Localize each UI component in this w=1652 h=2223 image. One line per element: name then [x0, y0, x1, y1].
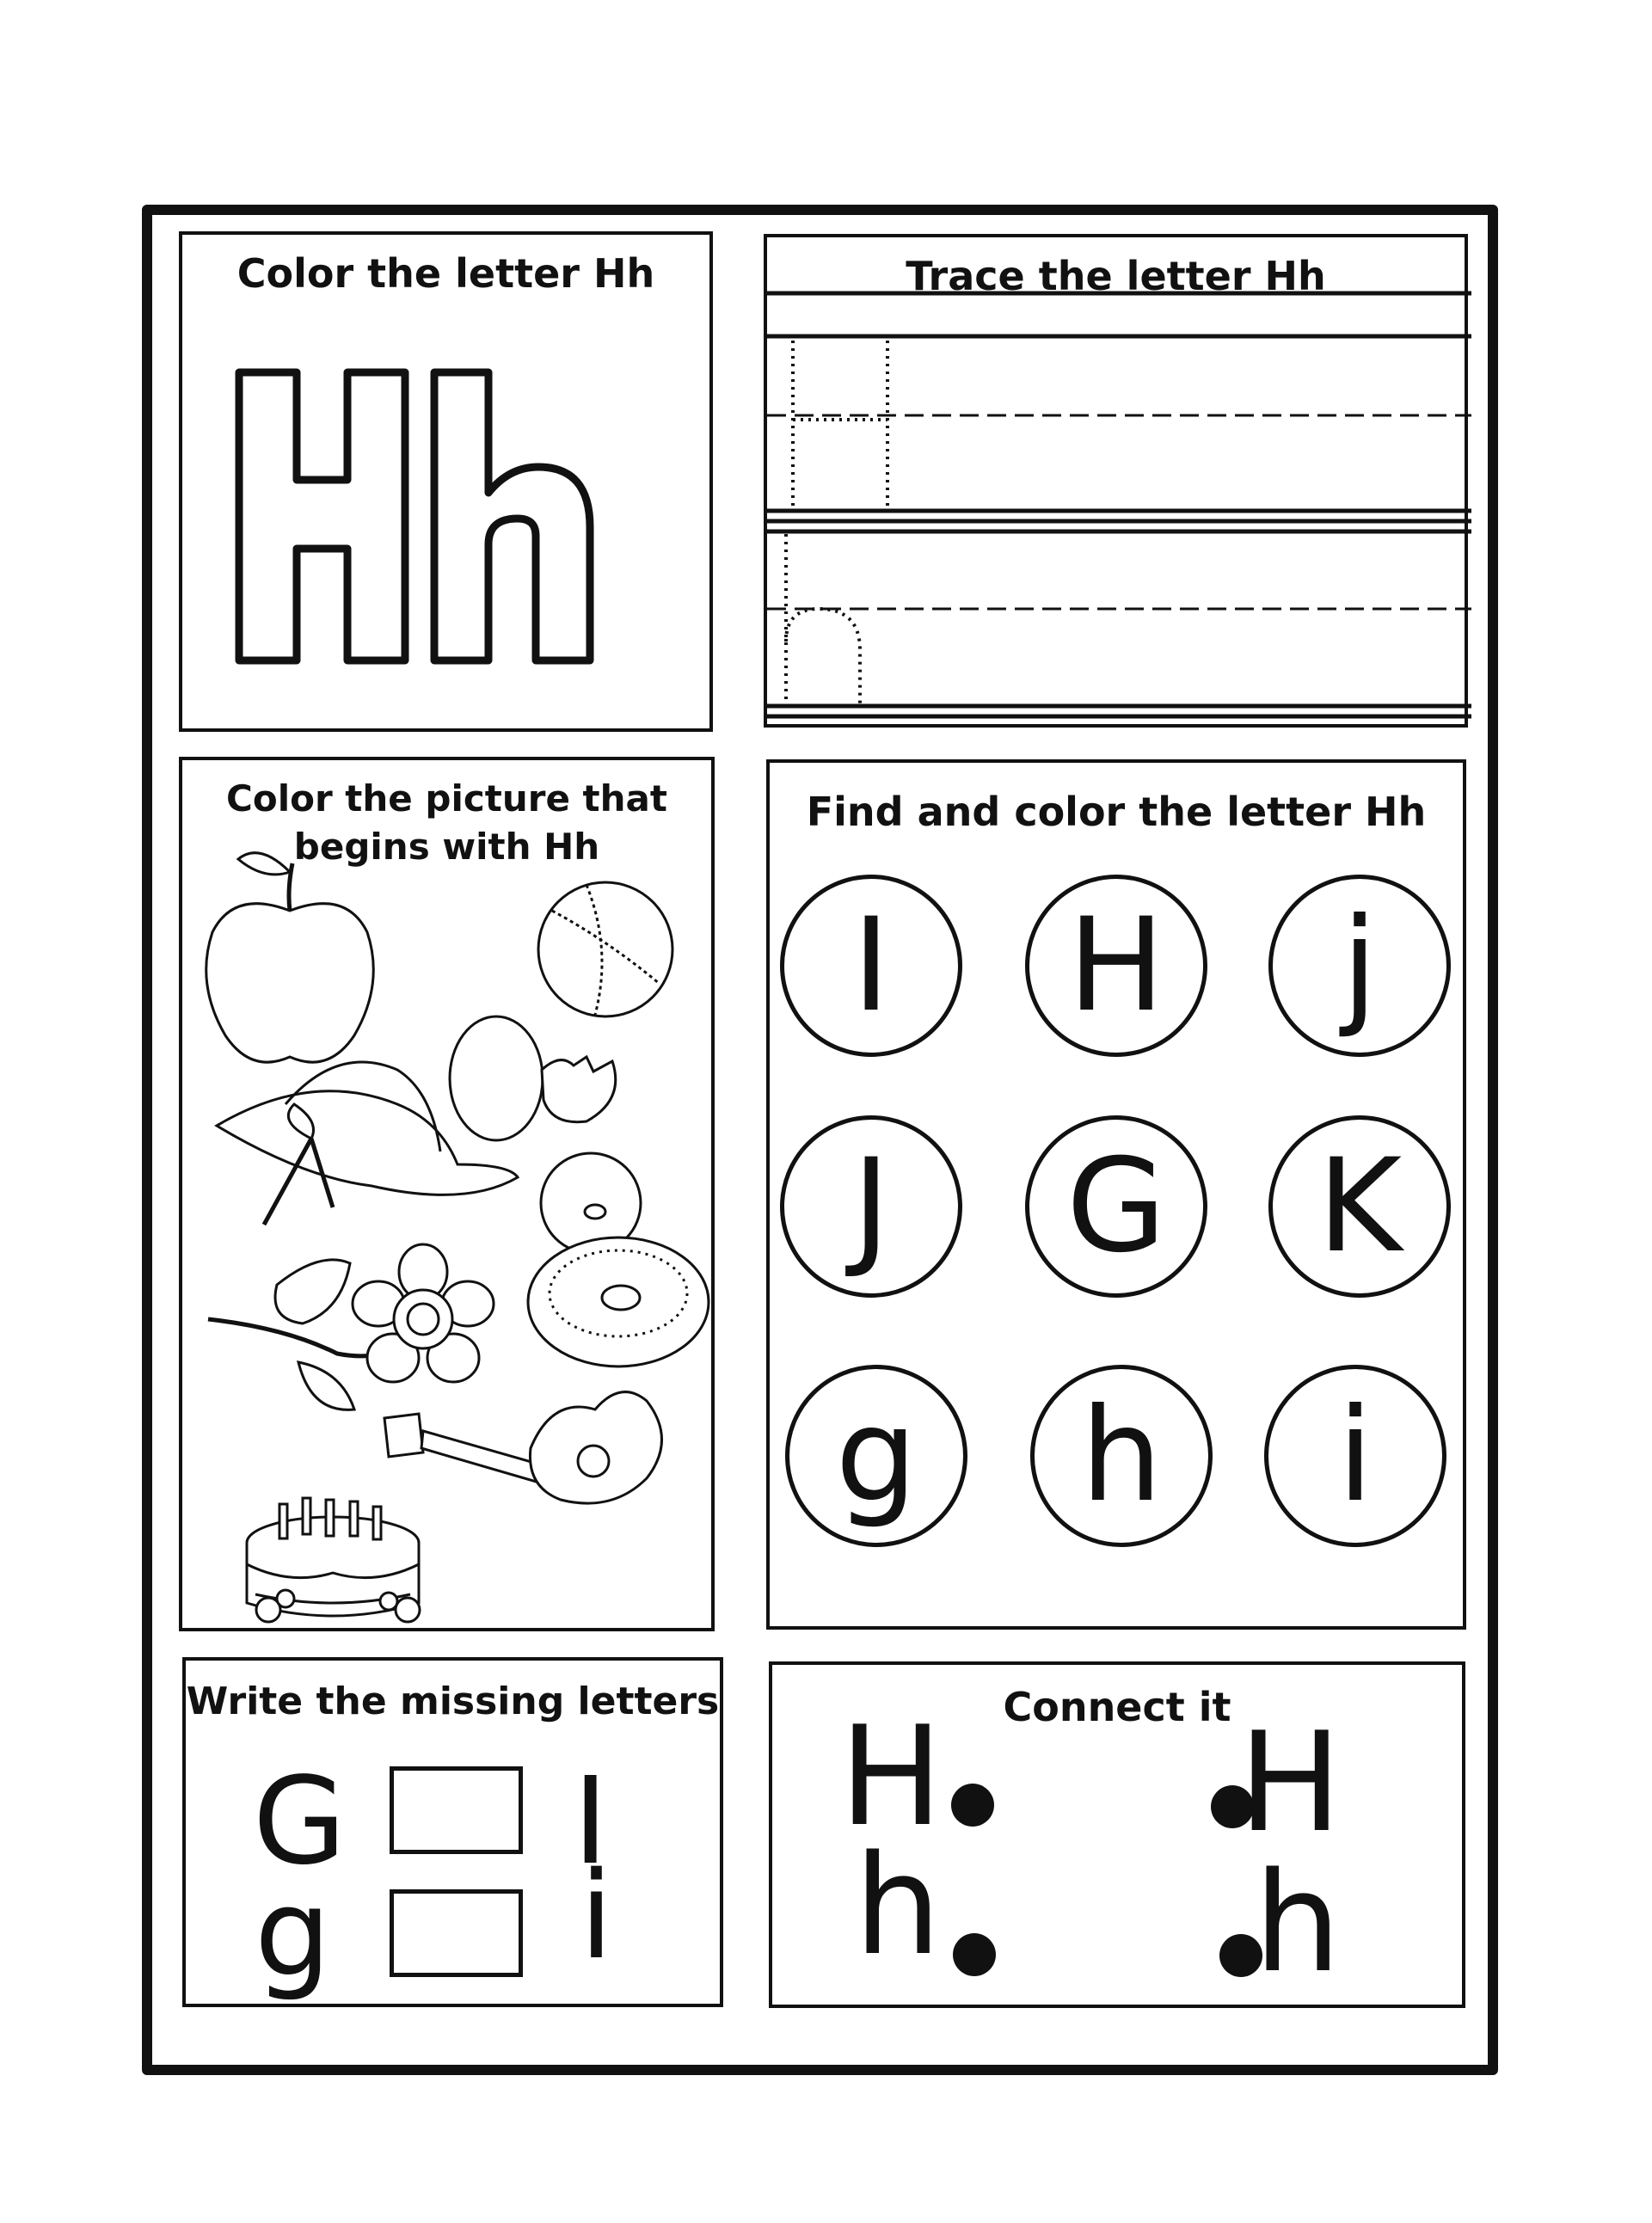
tracing-lines[interactable]	[767, 237, 1471, 731]
letter-circle[interactable]: G	[1025, 1115, 1207, 1298]
missing-answer-box[interactable]	[390, 1889, 523, 1977]
letter-circle[interactable]: K	[1268, 1115, 1451, 1298]
missing-row2-right: i	[580, 1846, 613, 1987]
missing-row1-right: I	[573, 1752, 609, 1892]
trace-title: Trace the letter Hh	[906, 253, 1326, 299]
connect-left-lower: h	[854, 1825, 942, 1986]
dotted-lower-h	[786, 534, 860, 704]
guitar-icon[interactable]	[384, 1392, 662, 1504]
ball-icon[interactable]	[538, 882, 672, 1016]
dotted-upper-h	[793, 341, 887, 509]
connect-panel	[769, 1661, 1465, 2008]
letter-circle[interactable]: g	[785, 1365, 967, 1547]
missing-letters-panel	[182, 1657, 723, 2007]
color-letter-panel	[179, 231, 713, 732]
letter-circle[interactable]: J	[780, 1115, 962, 1298]
color-letter-title: Color the letter Hh	[236, 250, 655, 297]
connect-right-lower: h	[1254, 1842, 1342, 2003]
letter-circle[interactable]: i	[1264, 1365, 1446, 1547]
donut-icon[interactable]	[528, 1153, 709, 1366]
picture-items	[182, 760, 718, 1635]
find-title: Find and color the letter Hh	[806, 789, 1427, 835]
cake-icon[interactable]	[247, 1498, 420, 1622]
flower-icon[interactable]	[208, 1244, 494, 1409]
missing-row1-left: G	[253, 1752, 347, 1892]
missing-answer-box[interactable]	[390, 1766, 523, 1854]
connect-title: Connect it	[1003, 1684, 1231, 1730]
letter-circle[interactable]: h	[1030, 1365, 1213, 1547]
connect-left-upper: H	[839, 1696, 943, 1857]
letter-circle[interactable]: j	[1268, 875, 1451, 1057]
connect-dot[interactable]	[951, 1784, 994, 1827]
picture-title-line1: Color the picture that	[226, 777, 667, 820]
letter-circle[interactable]: I	[780, 875, 962, 1057]
missing-row2-left: g	[255, 1864, 331, 2004]
find-panel	[766, 759, 1466, 1630]
missing-title: Write the missing letters	[186, 1680, 720, 1723]
apple-icon[interactable]	[206, 853, 374, 1062]
picture-panel	[179, 757, 715, 1631]
outlined-letters-hh[interactable]	[182, 235, 716, 735]
picture-title-line2: begins with Hh	[293, 826, 600, 868]
connect-right-upper: H	[1238, 1702, 1342, 1863]
connect-dot[interactable]	[953, 1933, 996, 1976]
letter-circle[interactable]: H	[1025, 875, 1207, 1057]
egg-icon[interactable]	[450, 1016, 616, 1140]
trace-panel	[764, 234, 1468, 728]
